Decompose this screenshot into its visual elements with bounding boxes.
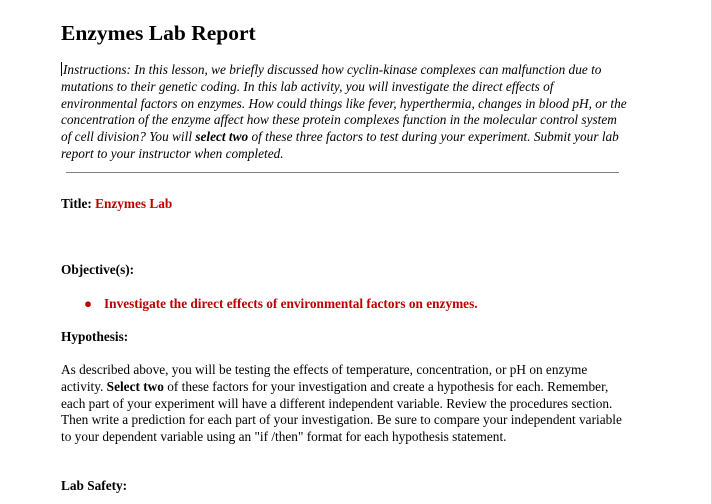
hypothesis-text-part1: As described above, you will be testing the effects of temperature, concentration, or pH on enzyme activity. (61, 362, 588, 394)
title-label: Title: (61, 196, 92, 211)
instructions-text-part2: of these three factors to test during your experiment. Submit your lab report to your instructor when completed. (61, 129, 619, 161)
title-field (61, 195, 172, 212)
objectives-heading: Objective(s): (61, 262, 135, 277)
lab-safety-heading: Lab Safety: (61, 478, 128, 493)
horizontal-divider (66, 172, 619, 173)
objective-text: Investigate the direct effects of environmental factors on enzymes. (104, 296, 478, 311)
instructions-bold-text: select two (195, 129, 249, 145)
instructions-text-part1: Instructions: In this lesson, we briefly discussed how cyclin-kinase complexes can malfunction due to mutations to their genetic coding. In this lab activity, you will investigate the direct effects of environmental factors on enzymes. How could things like fever, hyperthermia, changes in blood pH, or the concentration of the enzyme affect how these protein complexes function in the molecular control system of cell division? You will (61, 62, 627, 145)
instructions-paragraph[interactable] (61, 62, 629, 163)
bullet-icon: ● (84, 296, 93, 311)
title-value: Enzymes Lab (95, 196, 173, 211)
objective-list-item (84, 295, 478, 312)
text-cursor (61, 62, 62, 76)
hypothesis-text-part2: of these factors for your investigation and create a hypothesis for each. Remember, each part of your experiment will have a different independent variable. Review the procedures section. Then write a prediction for each part of your investigation. Be sure to compare your independent variable to your dependent variable using an "if /then" format for each hypothesis statement. (61, 378, 622, 445)
hypothesis-bold-text: Select two (106, 378, 164, 394)
hypothesis-heading: Hypothesis: (61, 329, 129, 344)
hypothesis-paragraph[interactable] (61, 362, 629, 446)
document-title: Enzymes Lab Report (61, 21, 256, 45)
